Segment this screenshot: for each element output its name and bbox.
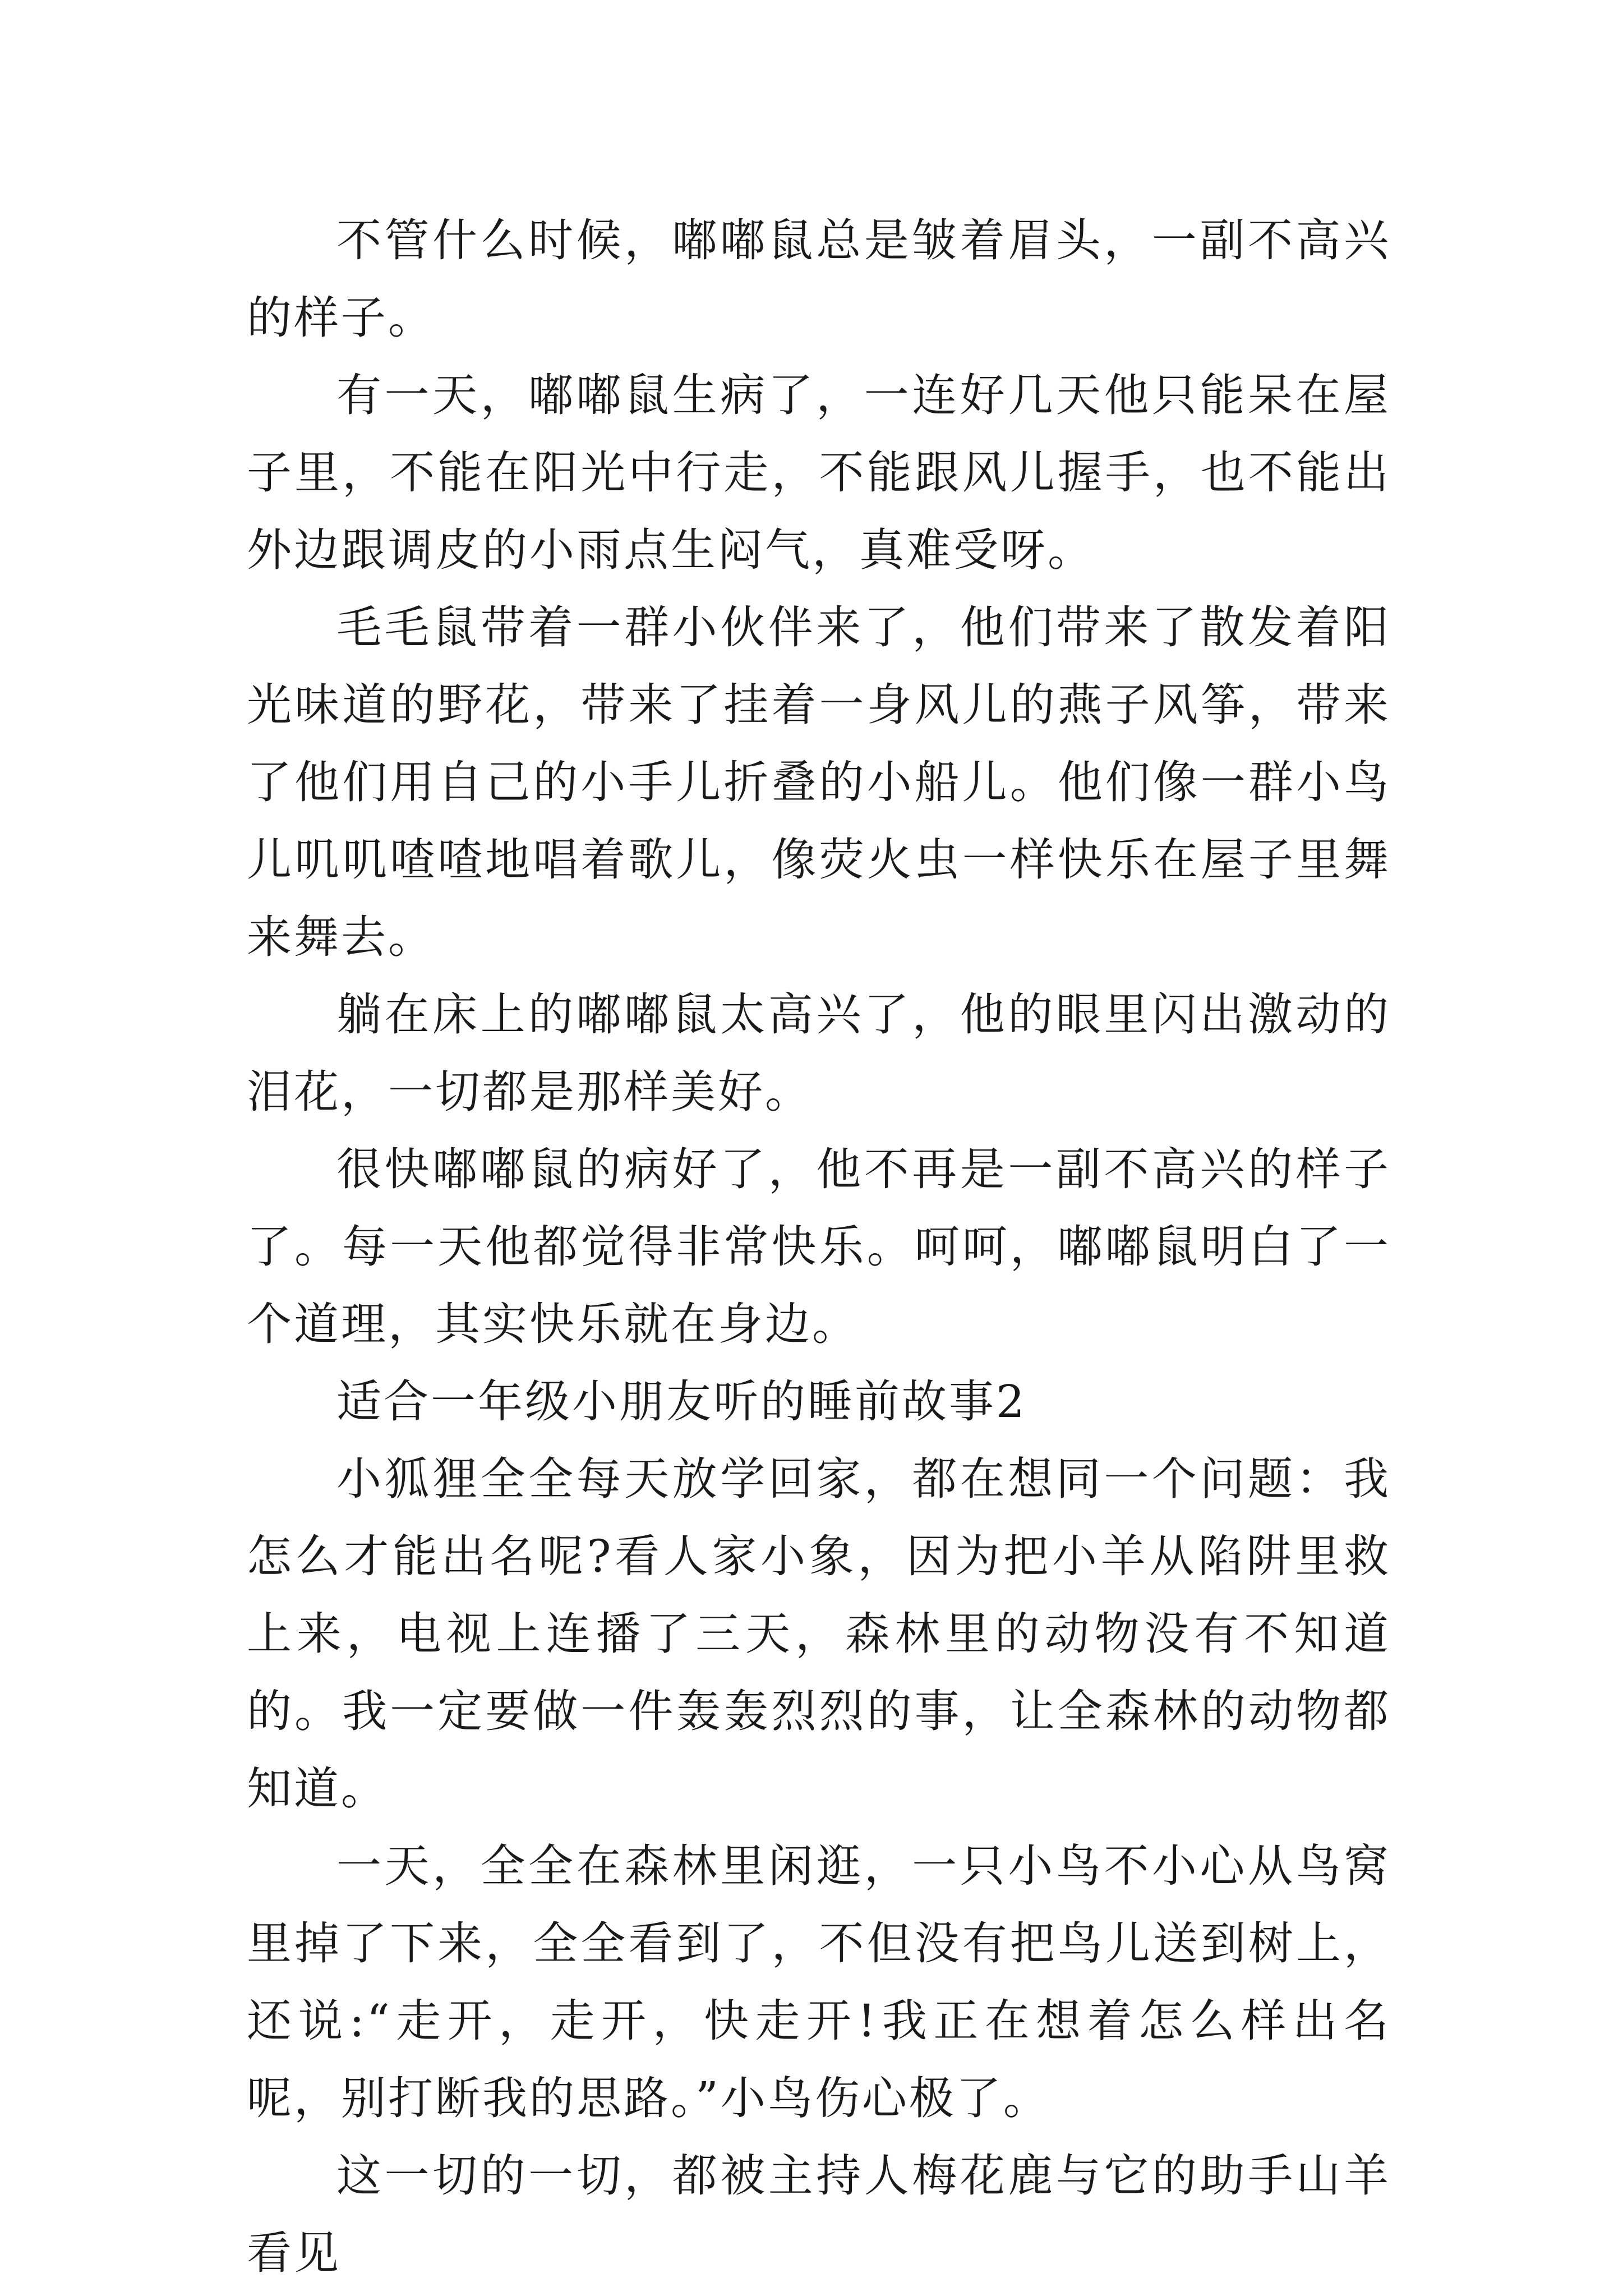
paragraph: 不管什么时候，嘟嘟鼠总是皱着眉头，一副不高兴的样子。 xyxy=(247,214,1391,344)
document-body xyxy=(247,202,1391,2292)
section-heading: 适合一年级小朋友听的睡前故事2 xyxy=(336,1375,1027,1428)
paragraph: 一天，全全在森林里闲逛，一只小鸟不小心从鸟窝里掉了下来，全全看到了，不但没有把鸟儿送到树上，还说:“走开，走开，快走开!我正在想着怎么样出名呢，别打断我的思路。”小鸟伤心极了。 xyxy=(247,1840,1391,2124)
paragraph: 毛毛鼠带着一群小伙伴来了，他们带来了散发着阳光味道的野花，带来了挂着一身风儿的燕子风筝，带来了他们用自己的小手儿折叠的小船儿。他们像一群小鸟儿叽叽喳喳地唱着歌儿，像荧火虫一样快乐在屋子里舞来舞去。 xyxy=(247,601,1391,963)
paragraph: 有一天，嘟嘟鼠生病了，一连好几天他只能呆在屋子里，不能在阳光中行走，不能跟风儿握手，也不能出外边跟调皮的小雨点生闷气，真难受呀。 xyxy=(247,369,1391,576)
paragraph: 躺在床上的嘟嘟鼠太高兴了，他的眼里闪出激动的泪花，一切都是那样美好。 xyxy=(247,988,1391,1118)
paragraph: 很快嘟嘟鼠的病好了，他不再是一副不高兴的样子了。每一天他都觉得非常快乐。呵呵，嘟嘟鼠明白了一个道理，其实快乐就在身边。 xyxy=(247,1143,1391,1350)
paragraph: 小狐狸全全每天放学回家，都在想同一个问题：我怎么才能出名呢?看人家小象，因为把小羊从陷阱里救上来，电视上连播了三天，森林里的动物没有不知道的。我一定要做一件轰轰烈烈的事，让全森林的动物都知道。 xyxy=(247,1453,1391,1815)
paragraph: 这一切的一切，都被主持人梅花鹿与它的助手山羊看见 xyxy=(247,2150,1391,2279)
